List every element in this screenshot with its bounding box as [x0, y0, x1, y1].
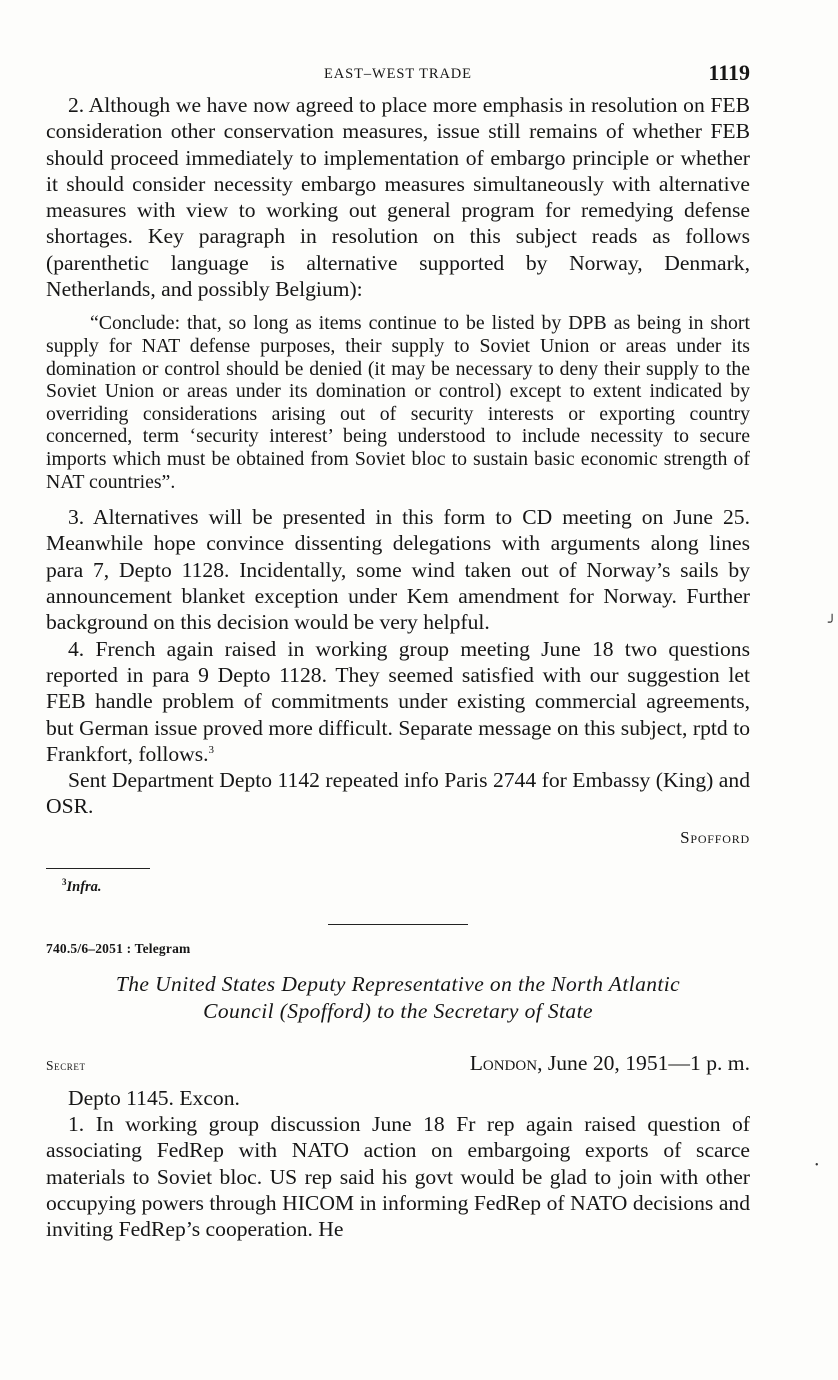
date-city: London [469, 1050, 538, 1075]
document-title [46, 971, 750, 1025]
footnote-rule [46, 868, 150, 869]
margin-dot: • [815, 1160, 819, 1171]
paragraph-3: 3. Alternatives will be presented in this form to CD meeting on June 25. Meanwhile hope convince dissenting delegations with arguments along lines para 7, Depto 1128. Incidentally, some wind taken out of Norway’s sails by announcement blanket exception under Kem amendment for Norway. Further background on this decision would be very helpful. [46, 505, 750, 635]
paragraph-4 [46, 636, 750, 767]
footnote [46, 876, 750, 896]
opening-line: Depto 1145. Excon. [68, 1085, 240, 1110]
paragraph-2: 2. Although we have now agreed to place more emphasis in resolution on FEB consideration other conservation measures, issue still remains of whether FEB should proceed immediately to implementation of embargo principle or whether it should consider necessity embargo measures simultaneously with alternative measures with view to working out general program for remedying defense shortages. Key paragraph in resolution on this subject reads as follows (parenthetic language is alternative supported by Norway, Denmark, Netherlands, and possibly Belgium): [46, 93, 750, 302]
dateline [46, 1051, 750, 1081]
footnote-number: 3 [62, 876, 67, 887]
margin-mark: ╯ [828, 616, 837, 631]
running-title: EAST–WEST TRADE [324, 66, 472, 82]
paragraph-4-text: 4. French again raised in working group meeting June 18 two questions reported in para 9 Depto 1128. They seemed satisfied with our suggestion let FEB handle problem of commitments under existing commercial agreements, but German issue proved more difficult. Separate message on this subject, rptd to Frankfort, follows. [46, 636, 750, 766]
page-number: 1119 [708, 60, 750, 85]
telegram-paragraph-1: 1. In working group discussion June 18 Fr rep again raised question of associating FedRep with NATO action on embargoing exports of scarce materials to Soviet bloc. US rep said his govt would be glad to join with other occupying powers through HICOM in informing FedRep of NATO decisions and inviting FedRep’s cooperation. He [46, 1111, 750, 1242]
date-rest: , June 20, 1951—1 p. m. [537, 1050, 750, 1075]
running-header [46, 58, 750, 88]
footnote-text: Infra. [66, 878, 102, 895]
classification: Secret [46, 1057, 86, 1073]
section-separator [328, 924, 468, 925]
footnote-reference: 3 [208, 743, 215, 756]
document-title-line-2: Council (Spofford) to the Secretary of State [203, 998, 593, 1023]
document-page [46, 58, 750, 1242]
date-line [470, 1051, 750, 1076]
document-id: 740.5/6–2051 : Telegram [46, 940, 191, 956]
document-title-line-1: The United States Deputy Representative on the North Atlantic [115, 971, 681, 996]
signature: Spofford [680, 827, 750, 847]
quoted-conclusion: “Conclude: that, so long as items continue to be listed by DPB as being in short supply for NAT defense purposes, their supply to Soviet Union or areas under its domination or control should be denied (it may be necessary to deny their supply to the Soviet Union or areas under its domination or control) except to extent indicated by overriding considerations arising out of security interests or exporting country concerned, term ‘security interest’ being understood to include necessity to secure imports which must be obtained from Soviet bloc to sustain basic economic strength of NAT countries”. [46, 312, 750, 493]
sent-line: Sent Department Depto 1142 repeated info Paris 2744 for Embassy (King) and OSR. [46, 768, 750, 819]
